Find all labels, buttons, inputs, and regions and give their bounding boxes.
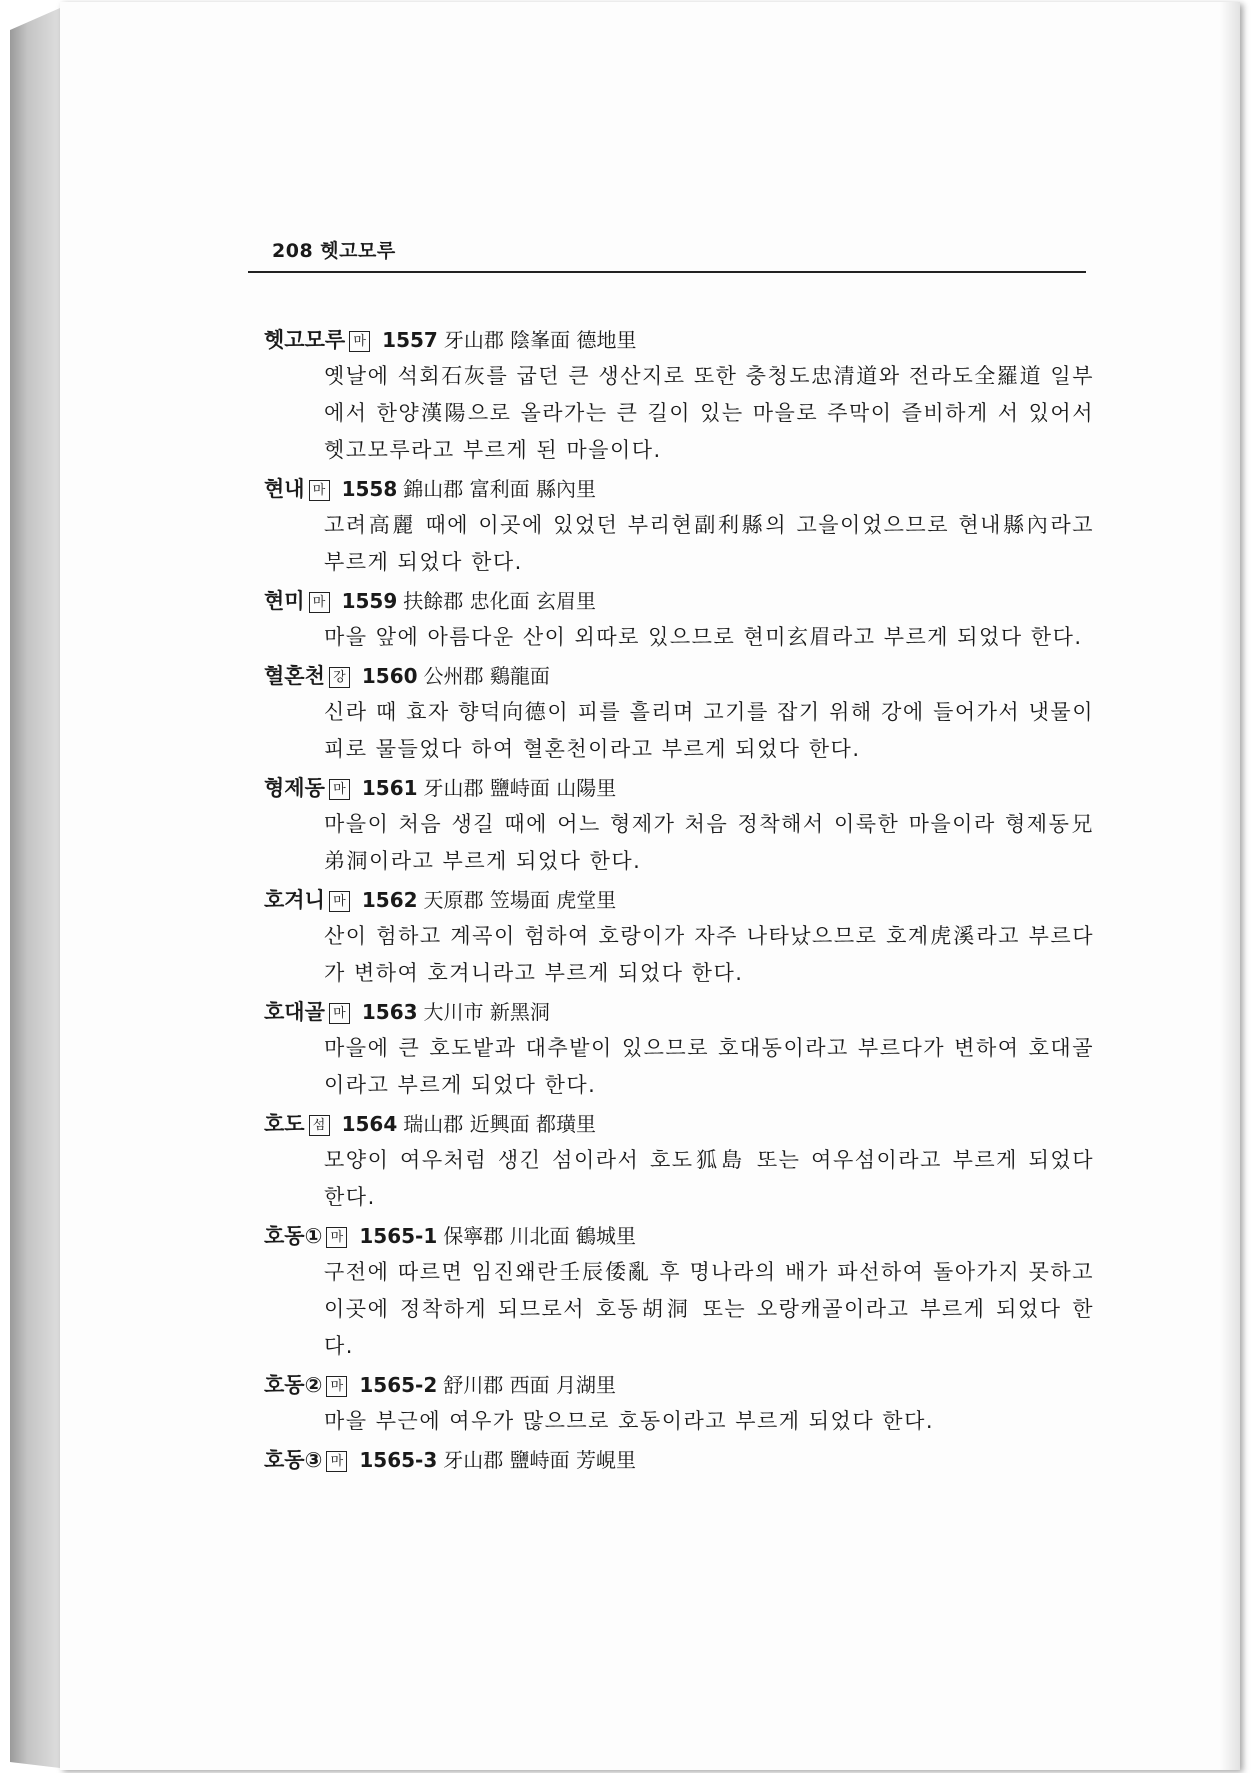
entry-text: 모양이 여우처럼 생긴 섬이라서 호도狐島 또는 여우섬이라고 부르게 되었다 한다. bbox=[324, 1148, 1094, 1209]
headword: 형제동 bbox=[264, 776, 325, 800]
entry-number: 1565-3 bbox=[359, 1448, 438, 1472]
entry-head bbox=[264, 1106, 1094, 1142]
entry-head bbox=[264, 322, 1094, 358]
headword: 현내 bbox=[264, 477, 305, 501]
entry-number: 1563 bbox=[361, 1000, 418, 1024]
entry-text: 신라 때 효자 향덕向德이 피를 흘리며 고기를 잡기 위해 강에 들어가서 냇물이 피로 물들었다 하여 혈혼천이라고 부르게 되었다 한다. bbox=[324, 700, 1094, 761]
headword: 호동② bbox=[264, 1373, 323, 1397]
entry-head bbox=[264, 770, 1094, 806]
entry-location: 牙山郡 鹽峙面 山陽里 bbox=[423, 776, 617, 800]
running-header: 208 헷고모루 bbox=[272, 240, 396, 262]
category-badge: 마 bbox=[326, 1376, 347, 1397]
category-badge: 마 bbox=[326, 1227, 347, 1248]
headword: 호동③ bbox=[264, 1448, 323, 1472]
entry-text: 옛날에 석회石灰를 굽던 큰 생산지로 또한 충청도忠清道와 전라도全羅道 일부에서 한양漢陽으로 올라가는 큰 길이 있는 마을로 주막이 즐비하게 서 있어서 헷고모루라고 부르게 된 마을이다. bbox=[324, 364, 1094, 462]
entry-number: 1559 bbox=[341, 589, 398, 613]
entry-number: 1558 bbox=[341, 477, 398, 501]
entry-text: 고려高麗 때에 이곳에 있었던 부리현副利縣의 고을이었으므로 현내縣內라고 부르게 되었다 한다. bbox=[324, 513, 1094, 574]
headword: 호겨니 bbox=[264, 888, 325, 912]
category-badge: 마 bbox=[349, 331, 370, 352]
category-badge: 마 bbox=[309, 592, 330, 613]
entry-list bbox=[264, 322, 1094, 1480]
dictionary-entry bbox=[264, 471, 1094, 581]
dictionary-entry bbox=[264, 882, 1094, 992]
entry-location: 牙山郡 鹽峙面 芳峴里 bbox=[443, 1448, 636, 1472]
dictionary-entry bbox=[264, 1218, 1094, 1365]
entry-location: 扶餘郡 忠化面 玄眉里 bbox=[403, 589, 596, 613]
dictionary-entry bbox=[264, 994, 1094, 1104]
entry-text: 마을 앞에 아름다운 산이 외따로 있으므로 현미玄眉라고 부르게 되었다 한다. bbox=[324, 625, 1083, 649]
entry-number: 1557 bbox=[382, 328, 438, 352]
category-badge: 섬 bbox=[309, 1115, 330, 1136]
category-badge: 마 bbox=[329, 1003, 350, 1024]
dictionary-entry bbox=[264, 1367, 1094, 1440]
entry-location: 舒川郡 西面 月湖里 bbox=[443, 1373, 616, 1397]
entry-head bbox=[264, 882, 1094, 918]
category-badge: 강 bbox=[329, 667, 350, 688]
entry-head bbox=[264, 1367, 1094, 1403]
entry-text: 마을이 처음 생길 때에 어느 형제가 처음 정착해서 이룩한 마을이라 형제동兄弟洞이라고 부르게 되었다 한다. bbox=[324, 812, 1094, 873]
entry-head bbox=[264, 1442, 1094, 1478]
entry-location: 錦山郡 富利面 縣內里 bbox=[403, 477, 596, 501]
headword: 호대골 bbox=[264, 1000, 325, 1024]
book-spine-edge bbox=[10, 8, 60, 1768]
category-badge: 마 bbox=[309, 480, 330, 501]
category-badge: 마 bbox=[329, 779, 350, 800]
entry-number: 1564 bbox=[341, 1112, 398, 1136]
dictionary-entry bbox=[264, 658, 1094, 768]
entry-head bbox=[264, 658, 1094, 694]
entry-head bbox=[264, 994, 1094, 1030]
entry-location: 牙山郡 陰峯面 德地里 bbox=[443, 328, 637, 352]
category-badge: 마 bbox=[329, 891, 350, 912]
entry-head bbox=[264, 583, 1094, 619]
entry-location: 公州郡 鷄龍面 bbox=[423, 664, 550, 688]
dictionary-entry bbox=[264, 1442, 1094, 1478]
headword: 혈혼천 bbox=[264, 664, 325, 688]
dictionary-entry bbox=[264, 583, 1094, 656]
entry-number: 1565-1 bbox=[359, 1224, 438, 1248]
dictionary-entry bbox=[264, 322, 1094, 469]
header-rule bbox=[248, 271, 1086, 273]
entry-head bbox=[264, 1218, 1094, 1254]
entry-number: 1561 bbox=[361, 776, 418, 800]
headword: 호동① bbox=[264, 1224, 323, 1248]
entry-head bbox=[264, 471, 1094, 507]
entry-text: 구전에 따르면 임진왜란壬辰倭亂 후 명나라의 배가 파선하여 돌아가지 못하고 이곳에 정착하게 되므로서 호동胡洞 또는 오랑캐골이라고 부르게 되었다 한다. bbox=[324, 1260, 1094, 1358]
entry-location: 天原郡 笠場面 虎堂里 bbox=[423, 888, 617, 912]
entry-text: 마을 부근에 여우가 많으므로 호동이라고 부르게 되었다 한다. bbox=[324, 1409, 935, 1433]
entry-number: 1565-2 bbox=[359, 1373, 438, 1397]
dictionary-entry bbox=[264, 1106, 1094, 1216]
entry-text: 마을에 큰 호도밭과 대추밭이 있으므로 호대동이라고 부르다가 변하여 호대골이라고 부르게 되었다 한다. bbox=[324, 1036, 1094, 1097]
entry-location: 瑞山郡 近興面 都璜里 bbox=[403, 1112, 596, 1136]
page-edge-shade bbox=[1220, 2, 1240, 1770]
entry-number: 1560 bbox=[361, 664, 418, 688]
category-badge: 마 bbox=[326, 1451, 347, 1472]
dictionary-entry bbox=[264, 770, 1094, 880]
headword: 현미 bbox=[264, 589, 305, 613]
entry-location: 大川市 新黑洞 bbox=[423, 1000, 550, 1024]
headword: 헷고모루 bbox=[264, 328, 346, 352]
entry-text: 산이 험하고 계곡이 험하여 호랑이가 자주 나타났으므로 호계虎溪라고 부르다가 변하여 호겨니라고 부르게 되었다 한다. bbox=[324, 924, 1094, 985]
entry-number: 1562 bbox=[361, 888, 418, 912]
headword: 호도 bbox=[264, 1112, 305, 1136]
entry-location: 保寧郡 川北面 鶴城里 bbox=[443, 1224, 636, 1248]
